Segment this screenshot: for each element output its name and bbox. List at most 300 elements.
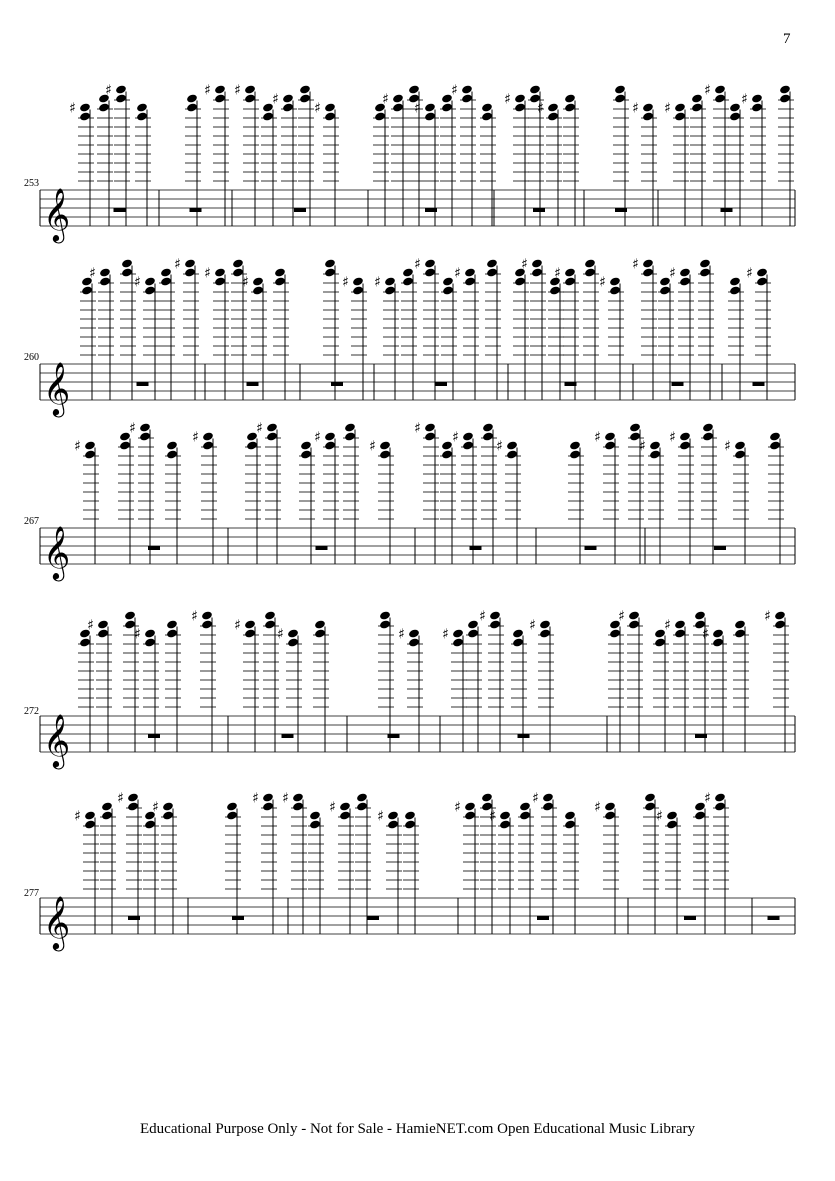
rest-mark <box>768 916 780 920</box>
note-head <box>379 449 391 459</box>
note-head <box>462 431 474 441</box>
sharp-icon: ♯ <box>89 265 96 282</box>
note-head <box>300 440 312 450</box>
staff-system <box>40 791 795 952</box>
note-head <box>712 637 724 647</box>
rest-mark <box>435 382 447 386</box>
note-head <box>691 93 703 103</box>
note-head <box>274 276 286 286</box>
note-head <box>408 637 420 647</box>
staff-system <box>40 421 795 582</box>
sharp-icon: ♯ <box>329 799 336 816</box>
note-head <box>604 801 616 811</box>
note <box>80 276 96 400</box>
note <box>532 791 557 935</box>
note <box>308 810 324 934</box>
sharp-icon: ♯ <box>74 808 81 825</box>
note <box>704 83 729 227</box>
note-head <box>609 628 621 638</box>
note-head <box>144 637 156 647</box>
sharp-icon: ♯ <box>234 82 241 99</box>
note <box>272 92 297 227</box>
note-head <box>628 619 640 629</box>
note-head <box>549 285 561 295</box>
note-head <box>604 810 616 820</box>
rest-mark <box>684 916 696 920</box>
note-head <box>529 84 541 94</box>
note <box>452 430 477 565</box>
rest-mark <box>753 382 765 386</box>
sharp-icon: ♯ <box>724 438 731 455</box>
note-head <box>506 449 518 459</box>
note-head <box>339 801 351 811</box>
note-head <box>694 810 706 820</box>
note-head <box>404 819 416 829</box>
note <box>298 84 314 226</box>
rest-mark <box>585 546 597 550</box>
sharp-icon: ♯ <box>669 265 676 282</box>
note-head <box>584 267 596 277</box>
note <box>768 431 784 564</box>
note <box>245 431 261 564</box>
page-number: 7 <box>783 31 791 47</box>
sharp-icon: ♯ <box>702 626 709 643</box>
note-head <box>84 810 96 820</box>
note <box>441 276 457 400</box>
note-head <box>184 267 196 277</box>
note-head <box>356 801 368 811</box>
note-head <box>379 610 391 620</box>
sharp-icon: ♯ <box>277 626 284 643</box>
note <box>152 800 177 935</box>
note-head <box>464 276 476 286</box>
note-head <box>512 628 524 638</box>
rest-mark <box>137 382 149 386</box>
note-head <box>98 102 110 112</box>
sharp-icon: ♯ <box>74 438 81 455</box>
note-head <box>751 93 763 103</box>
sharp-icon: ♯ <box>414 420 421 437</box>
note-head <box>702 422 714 432</box>
note-head <box>139 422 151 432</box>
note-head <box>604 440 616 450</box>
note <box>733 619 749 752</box>
note-head <box>309 819 321 829</box>
note <box>698 258 714 400</box>
note <box>529 618 554 753</box>
note <box>414 257 439 401</box>
note <box>323 258 339 400</box>
note-head <box>274 267 286 277</box>
note-head <box>79 637 91 647</box>
sharp-icon: ♯ <box>382 91 389 108</box>
note-head <box>452 628 464 638</box>
note-head <box>659 285 671 295</box>
note-head <box>614 93 626 103</box>
note-head <box>186 93 198 103</box>
note-head <box>694 610 706 620</box>
note-head <box>244 628 256 638</box>
note <box>277 627 302 753</box>
sharp-icon: ♯ <box>664 100 671 117</box>
note <box>563 810 579 934</box>
note-head <box>642 111 654 121</box>
note-head <box>244 619 256 629</box>
note <box>658 276 674 400</box>
note-head <box>84 819 96 829</box>
note-head <box>139 431 151 441</box>
rest-mark <box>282 734 294 738</box>
sharp-icon: ♯ <box>704 790 711 807</box>
note-head <box>467 619 479 629</box>
note-head <box>464 810 476 820</box>
note-head <box>654 637 666 647</box>
sharp-icon: ♯ <box>369 438 376 455</box>
note-head <box>127 792 139 802</box>
note-head <box>542 801 554 811</box>
measure-number-260: 260 <box>24 352 39 363</box>
note-head <box>514 102 526 112</box>
note-head <box>699 258 711 268</box>
note-head <box>547 102 559 112</box>
rest-mark <box>721 208 733 212</box>
note-head <box>384 276 396 286</box>
note-head <box>115 93 127 103</box>
note <box>117 791 142 935</box>
note-head <box>299 93 311 103</box>
note-head <box>264 619 276 629</box>
sharp-icon: ♯ <box>87 617 94 634</box>
note <box>690 93 706 226</box>
note-head <box>441 102 453 112</box>
note <box>378 610 394 752</box>
note-head <box>226 801 238 811</box>
note <box>373 102 389 226</box>
note-head <box>324 267 336 277</box>
note-head <box>97 628 109 638</box>
note <box>414 421 439 565</box>
note <box>377 809 402 935</box>
note-head <box>729 276 741 286</box>
note <box>599 275 624 401</box>
note-head <box>266 431 278 441</box>
note <box>100 801 116 934</box>
note <box>594 430 619 565</box>
note-head <box>642 267 654 277</box>
note-head <box>162 801 174 811</box>
note <box>632 101 657 227</box>
note <box>299 440 315 564</box>
note-head <box>464 801 476 811</box>
note-head <box>628 610 640 620</box>
note-head <box>262 111 274 121</box>
note-head <box>79 111 91 121</box>
sharp-icon: ♯ <box>282 790 289 807</box>
rest-mark <box>148 734 160 738</box>
note-head <box>262 801 274 811</box>
sharp-icon: ♯ <box>234 617 241 634</box>
note-head <box>756 267 768 277</box>
sharp-icon: ♯ <box>496 438 503 455</box>
note <box>485 258 501 400</box>
note-head <box>674 619 686 629</box>
note <box>442 627 467 753</box>
note-head <box>649 449 661 459</box>
note <box>314 430 339 565</box>
note <box>454 266 479 401</box>
sharp-icon: ♯ <box>242 274 249 291</box>
sharp-icon: ♯ <box>594 799 601 816</box>
note <box>382 92 407 227</box>
note-head <box>489 610 501 620</box>
sharp-icon: ♯ <box>314 100 321 117</box>
note <box>282 791 307 935</box>
note-head <box>629 422 641 432</box>
note-head <box>186 102 198 112</box>
treble-clef-icon: 𝄞 <box>43 361 71 415</box>
note-head <box>441 449 453 459</box>
sharp-icon: ♯ <box>442 626 449 643</box>
note-head <box>734 449 746 459</box>
note <box>504 92 529 227</box>
sharp-icon: ♯ <box>414 256 421 273</box>
note-head <box>734 440 746 450</box>
sharp-icon: ♯ <box>69 100 76 117</box>
note-head <box>262 792 274 802</box>
note <box>778 84 794 226</box>
note-head <box>214 93 226 103</box>
note <box>234 618 259 753</box>
note-head <box>244 84 256 94</box>
staff-system <box>40 257 795 418</box>
sharp-icon: ♯ <box>314 429 321 446</box>
note-head <box>506 440 518 450</box>
note-head <box>569 449 581 459</box>
note-head <box>564 267 576 277</box>
note-head <box>547 111 559 121</box>
note-head <box>252 285 264 295</box>
note-head <box>464 267 476 277</box>
sharp-icon: ♯ <box>704 82 711 99</box>
note <box>513 267 529 400</box>
note-head <box>564 276 576 286</box>
note-head <box>514 93 526 103</box>
sharp-icon: ♯ <box>504 91 511 108</box>
note-head <box>564 93 576 103</box>
note-head <box>121 258 133 268</box>
note-head <box>489 619 501 629</box>
note-head <box>344 431 356 441</box>
note-head <box>404 810 416 820</box>
note-head <box>531 267 543 277</box>
rest-mark <box>672 382 684 386</box>
note-head <box>539 628 551 638</box>
note-head <box>214 267 226 277</box>
note-head <box>531 258 543 268</box>
note <box>273 267 289 400</box>
note-head <box>324 431 336 441</box>
staff-system <box>40 609 795 770</box>
note-head <box>774 610 786 620</box>
note <box>583 258 599 400</box>
note-head <box>734 628 746 638</box>
note <box>355 792 371 934</box>
sharp-icon: ♯ <box>377 808 384 825</box>
note <box>234 83 259 227</box>
note-head <box>644 792 656 802</box>
sharp-icon: ♯ <box>632 100 639 117</box>
note <box>343 422 359 564</box>
note-head <box>244 93 256 103</box>
rest-mark <box>388 734 400 738</box>
rest-mark <box>537 916 549 920</box>
note-head <box>402 276 414 286</box>
note-head <box>699 267 711 277</box>
note-head <box>324 258 336 268</box>
sharp-icon: ♯ <box>451 82 458 99</box>
rest-mark <box>190 208 202 212</box>
note-head <box>166 449 178 459</box>
note-head <box>482 431 494 441</box>
measure-number-267: 267 <box>24 516 39 527</box>
note-head <box>714 93 726 103</box>
note-head <box>424 422 436 432</box>
note <box>192 430 217 565</box>
sharp-icon: ♯ <box>746 265 753 282</box>
note-head <box>408 628 420 638</box>
note <box>74 439 99 565</box>
note-head <box>374 111 386 121</box>
note-head <box>542 792 554 802</box>
note <box>664 101 689 227</box>
note-head <box>512 637 524 647</box>
note <box>568 440 584 564</box>
note-head <box>84 449 96 459</box>
rest-mark <box>714 546 726 550</box>
note-head <box>774 619 786 629</box>
note-head <box>292 801 304 811</box>
note-head <box>569 440 581 450</box>
rest-mark <box>294 208 306 212</box>
note-head <box>514 276 526 286</box>
measure-number-253: 253 <box>24 178 39 189</box>
note-head <box>729 111 741 121</box>
sharp-icon: ♯ <box>594 429 601 446</box>
note-head <box>356 792 368 802</box>
note-head <box>424 267 436 277</box>
rest-mark <box>114 208 126 212</box>
note-head <box>714 84 726 94</box>
note-head <box>266 422 278 432</box>
note-head <box>246 440 258 450</box>
note-head <box>115 84 127 94</box>
sharp-icon: ♯ <box>192 429 199 446</box>
rest-mark <box>247 382 259 386</box>
note <box>728 102 744 226</box>
note-head <box>162 810 174 820</box>
note-head <box>214 84 226 94</box>
note-head <box>442 276 454 286</box>
note-head <box>642 102 654 112</box>
note <box>87 618 112 753</box>
note <box>440 93 456 226</box>
note-head <box>481 102 493 112</box>
note <box>746 266 771 401</box>
treble-clef-icon: 𝄞 <box>43 713 71 767</box>
note <box>118 431 134 564</box>
note-head <box>287 637 299 647</box>
rest-mark <box>533 208 545 212</box>
note-head <box>519 801 531 811</box>
note-head <box>779 93 791 103</box>
sharp-icon: ♯ <box>452 429 459 446</box>
note-head <box>324 111 336 121</box>
staff-system <box>40 83 795 244</box>
note-head <box>144 819 156 829</box>
note-head <box>314 619 326 629</box>
note-head <box>144 276 156 286</box>
note-head <box>609 276 621 286</box>
note-head <box>666 819 678 829</box>
note-head <box>124 610 136 620</box>
note-head <box>97 619 109 629</box>
sharp-icon: ♯ <box>489 808 496 825</box>
note-head <box>99 267 111 277</box>
sharp-icon: ♯ <box>529 617 536 634</box>
note-head <box>384 285 396 295</box>
note <box>185 93 201 226</box>
note-head <box>729 285 741 295</box>
treble-clef-icon: 𝄞 <box>43 187 71 241</box>
note-head <box>81 285 93 295</box>
note-head <box>769 440 781 450</box>
note-head <box>166 440 178 450</box>
note <box>664 618 689 753</box>
sharp-icon: ♯ <box>105 82 112 99</box>
note <box>632 257 657 401</box>
note-head <box>702 431 714 441</box>
note-head <box>379 440 391 450</box>
note <box>440 440 456 564</box>
sharp-icon: ♯ <box>521 256 528 273</box>
note-head <box>486 267 498 277</box>
note <box>329 800 354 935</box>
note <box>496 439 521 565</box>
note-head <box>642 258 654 268</box>
note <box>89 266 114 401</box>
note-head <box>99 276 111 286</box>
note-head <box>300 449 312 459</box>
note <box>174 257 199 401</box>
note <box>225 801 241 934</box>
footer: Educational Purpose Only - Not for Sale - HamieNET.com Open Educational Music Library <box>140 1121 695 1137</box>
note <box>466 619 482 752</box>
note-head <box>679 431 691 441</box>
sharp-icon: ♯ <box>454 265 461 282</box>
note <box>701 422 717 564</box>
note-head <box>309 810 321 820</box>
note-head <box>614 84 626 94</box>
note-head <box>287 628 299 638</box>
note <box>191 609 216 753</box>
note <box>548 276 564 400</box>
note <box>204 83 229 227</box>
note-head <box>201 610 213 620</box>
note-head <box>299 84 311 94</box>
sharp-icon: ♯ <box>398 626 405 643</box>
note <box>693 801 709 934</box>
note-head <box>714 801 726 811</box>
